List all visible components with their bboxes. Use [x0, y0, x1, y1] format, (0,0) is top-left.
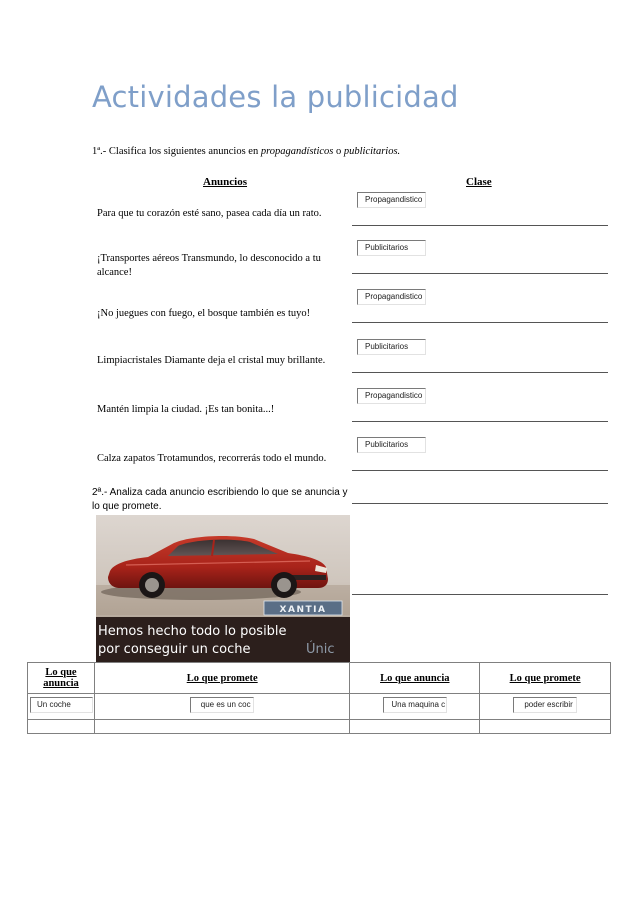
ad-text-5: Mantén limpia la ciudad. ¡Es tan bonita...!	[97, 404, 275, 415]
car-slogan-line-1: Hemos hecho todo lo posible	[98, 624, 287, 639]
class-select-6[interactable]: Publicitarios	[357, 437, 426, 453]
answer-line	[352, 594, 608, 595]
ad-text-3: ¡No juegues con fuego, el bosque también es tuyo!	[97, 308, 311, 319]
ad-text-1: Para que tu corazón esté sano, pasea cada día un rato.	[97, 208, 322, 219]
column-header-anuncios: Anuncios	[203, 176, 248, 188]
header-lo-que-promete-1: Lo que promete	[94, 663, 349, 694]
ad-text-6: Calza zapatos Trotamundos, recorrerás todo el mundo.	[97, 453, 327, 464]
intro-middle: o	[333, 146, 344, 157]
car-advertisement-image	[96, 515, 350, 663]
answer-field-anuncia-2[interactable]: Una maquina c	[383, 697, 447, 713]
empty-cell[interactable]	[350, 720, 480, 734]
ad-text-4: Limpiacristales Diamante deja el cristal muy brillante.	[97, 355, 326, 366]
row-divider	[352, 273, 608, 274]
class-select-1[interactable]: Propagandistico	[357, 192, 426, 208]
answer-field-promete-1[interactable]: que es un coc	[190, 697, 254, 713]
car-slogan-tail: Únic	[306, 642, 335, 657]
class-select-4[interactable]: Publicitarios	[357, 339, 426, 355]
answer-field-anuncia-1[interactable]: Un coche	[30, 697, 93, 713]
car-brand-text: XANTIA	[279, 605, 327, 615]
row-divider	[352, 372, 608, 373]
analysis-table	[27, 662, 611, 734]
car-slogan-line-2: por conseguir un coche	[98, 642, 251, 657]
empty-cell[interactable]	[480, 720, 611, 734]
header-lo-que-promete-2: Lo que promete	[480, 663, 611, 694]
row-divider	[352, 421, 608, 422]
table-row	[28, 694, 611, 720]
intro-prefix: 1ª.- Clasifica los siguientes anuncios en	[92, 146, 261, 157]
activity-1-instructions	[92, 146, 400, 157]
row-divider	[352, 225, 608, 226]
header-lo-que-anuncia-1: Lo que anuncia	[28, 663, 95, 694]
activity-2-instructions: 2ª.- Analiza cada anuncio escribiendo lo que se anuncia y lo que promete.	[92, 487, 348, 512]
column-header-clase: Clase	[466, 176, 492, 188]
empty-cell[interactable]	[94, 720, 349, 734]
intro-term-propagandisticos: propagandísticos	[260, 146, 334, 157]
table-row	[28, 720, 611, 734]
row-divider	[352, 322, 608, 323]
header-lo-que-anuncia-2: Lo que anuncia	[350, 663, 480, 694]
answer-field-promete-2[interactable]: poder escribir	[513, 697, 577, 713]
page-title: Actividades la publicidad	[92, 80, 459, 114]
row-divider	[352, 470, 608, 471]
ad-text-2: ¡Transportes aéreos Transmundo, lo desconocido a tu alcance!	[97, 253, 321, 278]
class-select-3[interactable]: Propagandistico	[357, 289, 426, 305]
empty-cell[interactable]	[28, 720, 95, 734]
class-select-2[interactable]: Publicitarios	[357, 240, 426, 256]
car-ad-svg	[96, 515, 350, 663]
table-header-row	[28, 663, 611, 694]
intro-term-publicitarios: publicitarios.	[343, 146, 401, 157]
answer-line	[352, 503, 608, 504]
class-select-5[interactable]: Propagandistico	[357, 388, 426, 404]
